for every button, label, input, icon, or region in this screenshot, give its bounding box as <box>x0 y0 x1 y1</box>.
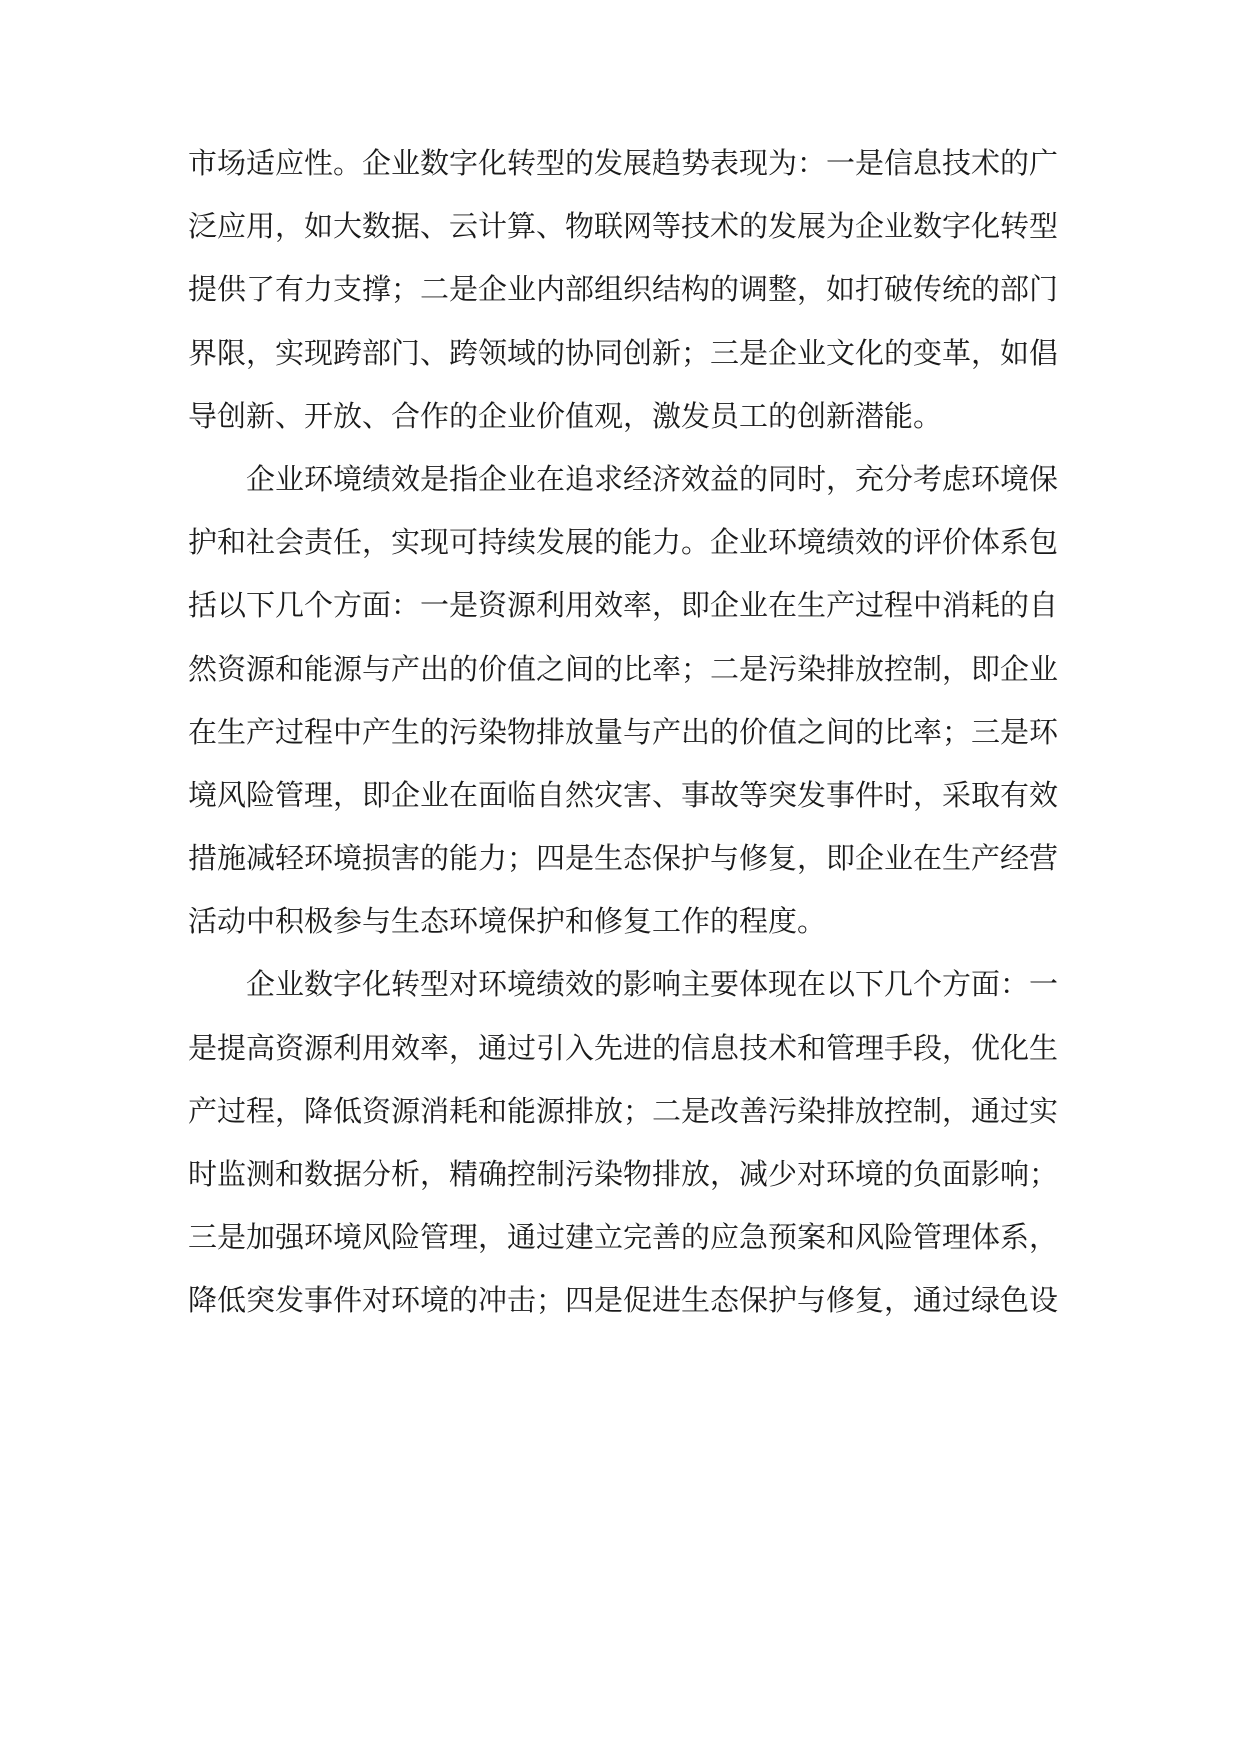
text-line: 境风险管理，即企业在面临自然灾害、事故等突发事件时，采取有效 <box>188 777 1059 812</box>
text-line: 护和社会责任，实现可持续发展的能力。企业环境绩效的评价体系包 <box>188 525 1059 560</box>
text-line: 企业数字化转型对环境绩效的影响主要体现在以下几个方面：一 <box>246 967 1059 1002</box>
text-line: 企业环境绩效是指企业在追求经济效益的同时，充分考虑环境保 <box>246 461 1059 496</box>
text-line: 然资源和能源与产出的价值之间的比率；二是污染排放控制，即企业 <box>188 651 1059 686</box>
paragraph-2 <box>188 448 1059 954</box>
text-line: 措施减轻环境损害的能力；四是生态保护与修复，即企业在生产经营 <box>188 841 1059 876</box>
text-line: 时监测和数据分析，精确控制污染物排放，减少对环境的负面影响； <box>188 1157 1059 1191</box>
text-line: 界限，实现跨部门、跨领域的协同创新；三是企业文化的变革，如倡 <box>188 335 1059 370</box>
text-line: 提供了有力支撑；二是企业内部组织结构的调整，如打破传统的部门 <box>188 272 1059 307</box>
text-line: 泛应用，如大数据、云计算、物联网等技术的发展为企业数字化转型 <box>188 209 1059 244</box>
text-line: 三是加强环境风险管理，通过建立完善的应急预案和风险管理体系， <box>188 1220 1059 1255</box>
text-line: 在生产过程中产生的污染物排放量与产出的价值之间的比率；三是环 <box>188 714 1059 749</box>
text-line: 产过程，降低资源消耗和能源排放；二是改善污染排放控制，通过实 <box>188 1093 1059 1128</box>
text-line: 导创新、开放、合作的企业价值观，激发员工的创新潜能。 <box>188 398 943 433</box>
text-line: 括以下几个方面：一是资源利用效率，即企业在生产过程中消耗的自 <box>188 588 1059 623</box>
paragraph-3 <box>188 953 1059 1332</box>
text-line: 市场适应性。企业数字化转型的发展趋势表现为：一是信息技术的广 <box>188 146 1059 180</box>
text-line: 是提高资源利用效率，通过引入先进的信息技术和管理手段，优化生 <box>188 1030 1059 1065</box>
text-line: 降低突发事件对环境的冲击；四是促进生态保护与修复，通过绿色设 <box>188 1283 1059 1318</box>
document-body <box>188 132 1059 1333</box>
paragraph-1 <box>188 132 1059 448</box>
text-line: 活动中积极参与生态环境保护和修复工作的程度。 <box>188 904 827 939</box>
